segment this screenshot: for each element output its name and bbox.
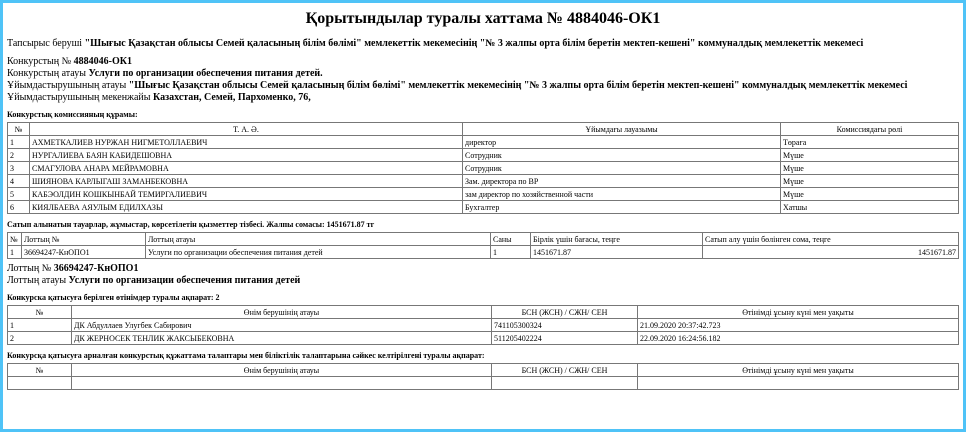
table-row (8, 201, 959, 214)
table-row (8, 246, 959, 259)
cell: 3 (8, 162, 30, 175)
cell: 511205402224 (492, 332, 638, 345)
table-row (8, 188, 959, 201)
table-row (8, 162, 959, 175)
cell (492, 377, 638, 390)
cell: 741105300324 (492, 319, 638, 332)
cell: 2 (8, 149, 30, 162)
cell: Зам. директора по ВР (463, 175, 781, 188)
cell: 2 (8, 332, 72, 345)
organizer-label: Ұйымдастырушының атауы (7, 80, 127, 91)
cell: 1 (8, 136, 30, 149)
commission-header-position: Ұйымдағы лауазымы (463, 123, 781, 136)
compliance-header-date: Өтінімді ұсыну күні мен уақыты (638, 364, 959, 377)
organizer-address-value: Казахстан, Семей, Пархоменко, 76, (152, 92, 311, 103)
goods-header-qty: Саны (491, 233, 531, 246)
participants-heading: Конкурска қатысуға берілген өтінімдер туралы ақпарат: 2 (7, 293, 220, 302)
cell: КИЯЛБАЕВА АЯУЛЫМ ЕДИЛХАЗЫ (30, 201, 463, 214)
cell: СМАГУЛОВА АНАРА МЕЙРАМОВНА (30, 162, 463, 175)
goods-table (7, 232, 959, 259)
commission-table (7, 122, 959, 214)
goods-header-amount: Сатып алу үшін бөлінген сома, теңге (703, 233, 959, 246)
cell: Мүше (781, 162, 959, 175)
goods-heading: Сатып алынатын тауарлар, жұмыстар, көрсетілетін қызметтер тізбесі. Жалпы сомасы: 1451671.87 тг (7, 220, 375, 229)
cell: КАБЭОЛДИН КОШКЫНБАЙ ТЕМИРГАЛИЕВИЧ (30, 188, 463, 201)
organizer-address-label: Ұйымдастырушының мекенжайы (7, 92, 151, 103)
cell: 5 (8, 188, 30, 201)
goods-header-lot-no: Лоттың № (22, 233, 146, 246)
goods-header-lot-name: Лоттың атауы (146, 233, 491, 246)
contest-name-label: Конкурстың атауы (7, 68, 86, 79)
participants-header-date: Өтінімді ұсыну күні мен уақыты (638, 306, 959, 319)
cell: 4 (8, 175, 30, 188)
cell: 1 (8, 246, 22, 259)
cell: ДК ЖЕРНОСЕК ТЕНЛИК ЖАКСЫБЕКОВНА (72, 332, 492, 345)
compliance-header-supplier: Өнім берушінің атауы (72, 364, 492, 377)
compliance-heading: Конкурсқа қатысуға арналған конкурстық құжаттама талаптары мен біліктілік талаптарына сәйкес келтірілгені туралы ақпарат: (7, 351, 485, 360)
cell (72, 377, 492, 390)
table-row (8, 175, 959, 188)
cell: 36694247-КнОПО1 (22, 246, 146, 259)
cell: Бухгалтер (463, 201, 781, 214)
table-row (8, 332, 959, 345)
participants-header-bin: БСН (ЖСН) / СЖН/ СЕН (492, 306, 638, 319)
cell (638, 377, 959, 390)
cell: АХМЕТКАЛИЕВ НУРЖАН НИГМЕТОЛЛАЕВИЧ (30, 136, 463, 149)
cell: Сотрудник (463, 162, 781, 175)
cell: 1451671.87 (703, 246, 959, 259)
cell: ДК Абдуллаев Улугбек Сабирович (72, 319, 492, 332)
goods-header-num: № (8, 233, 22, 246)
participants-header-supplier: Өнім берушінің атауы (72, 306, 492, 319)
contest-no-value: 4884046-ОК1 (73, 56, 133, 67)
table-row (8, 149, 959, 162)
cell: Хатшы (781, 201, 959, 214)
cell: 1 (8, 319, 72, 332)
commission-heading: Конкурстық комиссияның құрамы: (7, 110, 138, 119)
cell: Сотрудник (463, 149, 781, 162)
cell: 1451671.87 (531, 246, 703, 259)
commission-header-role: Комиссиядағы рөлі (781, 123, 959, 136)
organizer-address-line (7, 92, 959, 104)
cell: Мүше (781, 175, 959, 188)
commission-header-name: Т. А. Ә. (30, 123, 463, 136)
document-title: Қорытындылар туралы хаттама № 4884046-ОК1 (305, 10, 661, 27)
cell: директор (463, 136, 781, 149)
customer-label: Тапсырыс беруші (7, 38, 83, 49)
customer-value: "Шығыс Қазақстан облысы Семей қаласының білім бөлімі" мемлекеттік мекемесінің "№ 3 жалпы орта білім беретін мектеп-кешені" коммуналдық мемлекеттік мекемесі (84, 38, 864, 49)
cell: зам директор по хозяйственной части (463, 188, 781, 201)
lot-no-line (7, 263, 959, 275)
table-row (8, 377, 959, 390)
contest-no-label: Конкурстың № (7, 56, 72, 67)
compliance-table (7, 363, 959, 390)
participants-header-num: № (8, 306, 72, 319)
lot-name-label: Лоттың атауы (7, 275, 67, 286)
cell: Төраға (781, 136, 959, 149)
cell: ШИЯНОВА КАРЛЫГАШ ЗАМАНБЕКОВНА (30, 175, 463, 188)
cell: Услуги по организации обеспечения питания детей (146, 246, 491, 259)
cell: 21.09.2020 20:37:42.723 (638, 319, 959, 332)
cell: Мүше (781, 149, 959, 162)
customer-line (7, 38, 959, 50)
lot-no-value: 36694247-КнОПО1 (53, 263, 139, 274)
cell: 6 (8, 201, 30, 214)
contest-no-line (7, 56, 959, 68)
lot-no-label: Лоттың № (7, 263, 52, 274)
table-row (8, 136, 959, 149)
compliance-header-bin: БСН (ЖСН) / СЖН/ СЕН (492, 364, 638, 377)
document-page (7, 6, 959, 426)
compliance-header-num: № (8, 364, 72, 377)
lot-name-value: Услуги по организации обеспечения питания детей (68, 275, 301, 286)
cell: 22.09.2020 16:24:56.182 (638, 332, 959, 345)
organizer-line (7, 80, 959, 92)
cell (8, 377, 72, 390)
commission-header-num: № (8, 123, 30, 136)
contest-name-value: Услуги по организации обеспечения питания детей. (88, 68, 323, 79)
table-row (8, 319, 959, 332)
contest-name-line (7, 68, 959, 80)
participants-table (7, 305, 959, 345)
cell: НУРГАЛИЕВА БАЯН КАБИДЕШОВНА (30, 149, 463, 162)
organizer-value: "Шығыс Қазақстан облысы Семей қаласының білім бөлімі" мемлекеттік мекемесінің "№ 3 жалпы орта білім беретін мектеп-кешені" коммуналдық мемлекеттік мекемесі (128, 80, 908, 91)
cell: 1 (491, 246, 531, 259)
goods-header-unit-price: Бірлік үшін бағасы, теңге (531, 233, 703, 246)
cell: Мүше (781, 188, 959, 201)
lot-name-line (7, 275, 959, 287)
